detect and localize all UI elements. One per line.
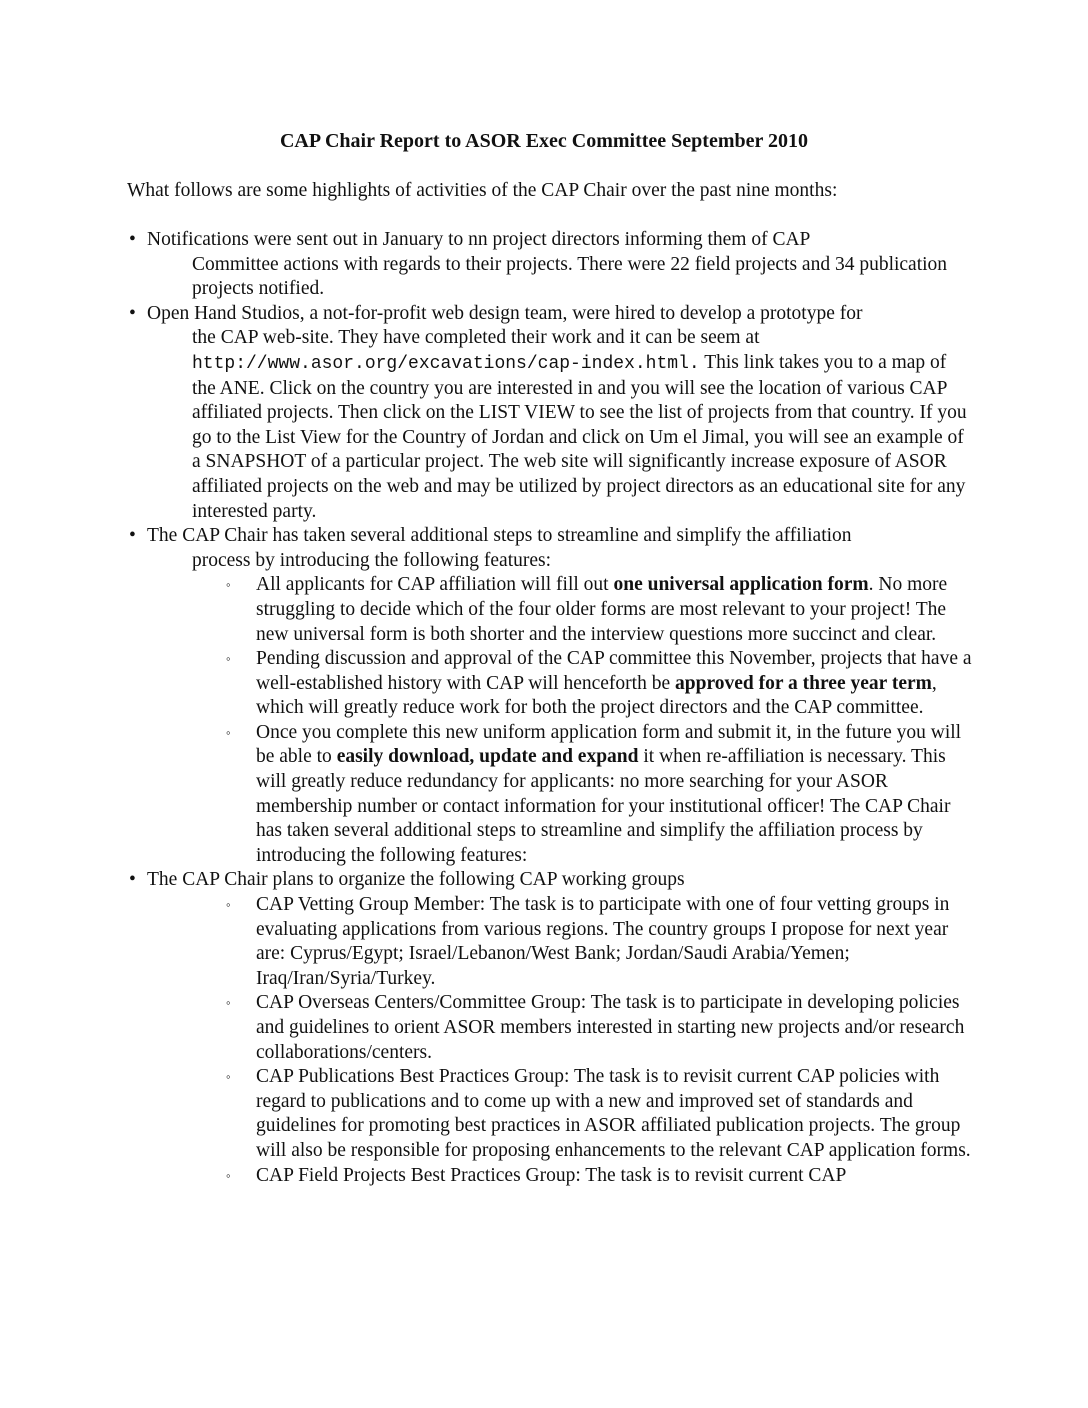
sub-bullet-icon: ◦ — [226, 995, 231, 1011]
sub-item-text: it when re-affiliation is necessary. This will greatly reduce redundancy for applicants: no more searching for your ASOR membership number or contact information for your institutional officer! The CAP Chair has taken several additional steps to streamline and simplify the affiliation process by introducing the following features: — [256, 746, 951, 866]
bullet-icon: • — [129, 525, 136, 547]
bullet-icon: • — [129, 229, 136, 250]
sub-item-overseas-centers — [226, 991, 976, 1065]
sub-bullet-icon: ◦ — [226, 724, 231, 740]
sub-item-text: CAP Vetting Group Member: The task is to participate with one of four vetting groups in evaluating applications from various regions. The country groups I propose for next year are: Cyprus/Egypt; Israel/Lebanon/West Bank; Jordan/Saudi Arabia/Yemen; Iraq/Iran/Syria/Turkey. — [256, 894, 950, 989]
sub-bullet-icon: ◦ — [226, 651, 231, 667]
sub-item-text: , which will greatly reduce work for both the project directors and the CAP committee. — [256, 672, 937, 719]
sub-item-text: CAP Field Projects Best Practices Group: The task is to revisit current CAP — [256, 1164, 847, 1186]
sub-item-bold-text: one universal application form — [613, 574, 869, 596]
bullet-item-notifications — [0, 228, 1088, 302]
sub-item-vetting-group — [226, 893, 976, 991]
bullet-text: This link takes you to a map of the ANE. Click on the country you are interested in and you will see the location of various CAP affiliated projects. Then click on the LIST VIEW to see the list of projects from that country. If you go to the List View for the Country of Jordan and click on Um el Jimal, you will see an example of a SNAPSHOT of a particular project. The web site will significantly increase exposure of ASOR affiliated projects on the web and may be utilized by project directors as an educational site for any interested party. — [192, 351, 967, 522]
bullet-text-continuation — [192, 326, 972, 524]
sub-item-bold-text: easily download, update and expand — [336, 746, 639, 768]
sub-item-text: CAP Overseas Centers/Committee Group: The task is to participate in developing policies and guidelines to orient ASOR members interested in starting new projects and/or research collaborations/centers. — [256, 992, 965, 1063]
sub-item-publications-best-practices — [226, 1065, 976, 1163]
sub-bullet-icon: ◦ — [226, 1167, 231, 1183]
sub-bullet-icon: ◦ — [226, 1069, 231, 1085]
bullet-text: the CAP web-site. They have completed their work and it can be seem at — [192, 327, 760, 349]
sub-bullet-icon: ◦ — [226, 577, 231, 593]
bullet-item-web-site — [0, 302, 1088, 524]
bullet-text-line: The CAP Chair has taken several additional steps to streamline and simplify the affiliation — [147, 525, 852, 547]
bullet-list — [0, 228, 1088, 1188]
bullet-text-line: The CAP Chair plans to organize the following CAP working groups — [147, 869, 685, 891]
sub-item-field-projects-best-practices — [226, 1164, 976, 1189]
bullet-item-streamline — [0, 524, 1088, 868]
sub-item-text: . No more struggling to decide which of the four older forms are most relevant to your project! The new universal form is both shorter and the interview questions more succinct and clear. — [256, 574, 948, 645]
sub-item-text: CAP Publications Best Practices Group: The task is to revisit current CAP policies with regard to publications and to come up with a new and improved set of standards and guidelines for promoting best practices in ASOR affiliated publication projects. The group will also be responsible for proposing enhancements to the relevant CAP application forms. — [256, 1066, 971, 1161]
intro-paragraph: What follows are some highlights of activities of the CAP Chair over the past nine months: — [127, 180, 838, 201]
sub-item-reaffiliation — [226, 721, 976, 869]
bullet-icon: • — [129, 302, 136, 324]
bullet-item-working-groups — [0, 868, 1088, 1188]
sub-bullet-icon: ◦ — [226, 897, 231, 913]
sub-item-universal-form — [226, 573, 976, 647]
bullet-text-continuation: Committee actions with regards to their projects. There were 22 field projects and 34 publication projects notified. — [192, 253, 948, 300]
sub-item-bold-text: approved for a three year term — [675, 672, 932, 694]
cap-index-link[interactable]: http://www.asor.org/excavations/cap-index.html. — [192, 353, 700, 374]
bullet-text-line: Open Hand Studios, a not-for-profit web design team, were hired to develop a prototype for — [147, 302, 863, 324]
bullet-icon: • — [129, 869, 136, 891]
sub-item-text: All applicants for CAP affiliation will fill out — [256, 574, 614, 596]
bullet-text-line: Notifications were sent out in January to nn project directors informing them of CAP — [147, 229, 811, 250]
sub-item-text: Pending discussion and approval of the CAP committee this November, projects that have a well-established history with CAP will henceforth be — [256, 648, 972, 694]
sub-item-text: Once you complete this new uniform application form and submit it, in the future you will be able to — [256, 721, 962, 768]
bullet-text-continuation: process by introducing the following features: — [192, 549, 552, 571]
sub-item-three-year-term — [226, 647, 976, 721]
page-title: CAP Chair Report to ASOR Exec Committee September 2010 — [279, 130, 809, 152]
